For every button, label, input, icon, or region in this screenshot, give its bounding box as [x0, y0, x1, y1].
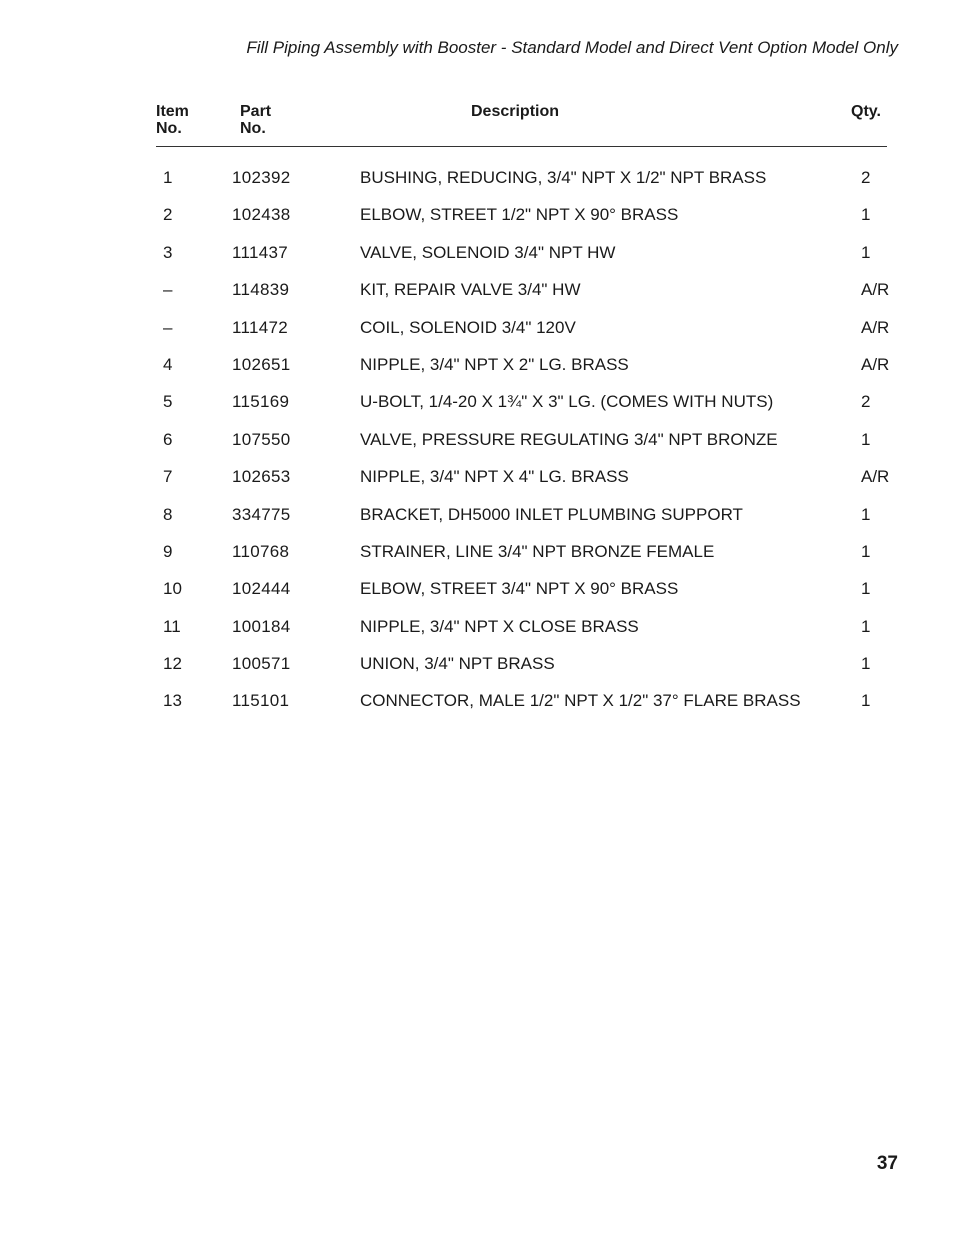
part-number-cell: 111437: [232, 242, 289, 262]
table-row: [0, 196, 954, 233]
quantity-cell: A/R: [861, 317, 890, 337]
item-number-cell: 13: [163, 691, 182, 711]
column-header-part-no: [240, 103, 271, 137]
description-cell: STRAINER, LINE 3/4" NPT BRONZE FEMALE: [360, 541, 715, 561]
quantity-cell: 1: [861, 242, 871, 262]
description-cell: ELBOW, STREET 1/2" NPT X 90° BRASS: [360, 205, 679, 225]
part-number-cell: 102438: [232, 205, 291, 225]
description-cell: BRACKET, DH5000 INLET PLUMBING SUPPORT: [360, 504, 743, 524]
quantity-cell: A/R: [861, 354, 890, 374]
item-number-cell: –: [163, 317, 173, 337]
table-row: [0, 682, 954, 719]
quantity-cell: 1: [861, 579, 871, 599]
part-number-cell: 100571: [232, 654, 291, 674]
table-row: [0, 309, 954, 346]
description-cell: NIPPLE, 3/4" NPT X CLOSE BRASS: [360, 616, 639, 636]
part-number-cell: 110768: [232, 541, 290, 561]
part-number-cell: 115101: [232, 691, 290, 711]
table-row: [0, 271, 954, 308]
table-row: [0, 234, 954, 271]
table-row: [0, 421, 954, 458]
description-cell: U-BOLT, 1/4-20 X 1¾" X 3" LG. (COMES WITH NUTS): [360, 392, 774, 412]
part-number-cell: 102653: [232, 467, 291, 487]
table-row: [0, 383, 954, 420]
quantity-cell: 2: [861, 168, 871, 187]
table-row: [0, 458, 954, 495]
quantity-cell: A/R: [861, 280, 890, 300]
quantity-cell: 1: [861, 541, 871, 561]
part-number-cell: 334775: [232, 504, 291, 524]
column-header-item-no: [156, 103, 189, 137]
item-number-cell: –: [163, 280, 173, 300]
quantity-cell: 1: [861, 429, 871, 449]
quantity-cell: 1: [861, 616, 871, 636]
description-cell: ELBOW, STREET 3/4" NPT X 90° BRASS: [360, 579, 679, 599]
description-cell: CONNECTOR, MALE 1/2" NPT X 1/2" 37° FLARE BRASS: [360, 691, 801, 711]
item-number-cell: 8: [163, 504, 173, 524]
table-row: [0, 159, 954, 196]
part-number-cell: 100184: [232, 616, 291, 636]
item-number-cell: 2: [163, 205, 173, 225]
table-row: [0, 608, 954, 645]
table-row: [0, 346, 954, 383]
description-cell: COIL, SOLENOID 3/4" 120V: [360, 317, 576, 337]
item-number-cell: 5: [163, 392, 173, 412]
quantity-cell: 1: [861, 205, 871, 225]
page-header-title: Fill Piping Assembly with Booster - Standard Model and Direct Vent Option Model Only: [246, 38, 898, 57]
column-header-item-line1: Item: [156, 103, 189, 120]
page-number: 37: [876, 1153, 898, 1174]
description-cell: VALVE, SOLENOID 3/4" NPT HW: [360, 242, 616, 262]
column-header-description: Description: [471, 103, 560, 120]
description-cell: NIPPLE, 3/4" NPT X 2" LG. BRASS: [360, 354, 629, 374]
column-header-part-line1: Part: [240, 103, 272, 120]
item-number-cell: 12: [163, 654, 182, 674]
item-number-cell: 6: [163, 429, 173, 449]
item-number-cell: 1: [163, 168, 173, 187]
item-number-cell: 7: [163, 467, 173, 487]
part-number-cell: 107550: [232, 429, 291, 449]
quantity-cell: 2: [861, 392, 871, 412]
table-row: [0, 570, 954, 607]
item-number-cell: 11: [163, 616, 181, 636]
part-number-cell: 102392: [232, 168, 291, 187]
table-row: [0, 533, 954, 570]
description-cell: NIPPLE, 3/4" NPT X 4" LG. BRASS: [360, 467, 629, 487]
part-number-cell: 114839: [232, 280, 290, 300]
header-divider: [156, 146, 887, 147]
item-number-cell: 10: [163, 579, 182, 599]
table-header: [0, 103, 954, 143]
column-header-part-line2: No.: [240, 120, 266, 137]
column-header-qty: Qty.: [851, 103, 881, 120]
item-number-cell: 3: [163, 242, 173, 262]
part-number-cell: 111472: [232, 317, 289, 337]
table-row: [0, 645, 954, 682]
quantity-cell: 1: [861, 691, 871, 711]
item-number-cell: 9: [163, 541, 173, 561]
item-number-cell: 4: [163, 354, 173, 374]
description-cell: BUSHING, REDUCING, 3/4" NPT X 1/2" NPT BRASS: [360, 168, 767, 187]
quantity-cell: 1: [861, 654, 871, 674]
part-number-cell: 102651: [232, 354, 291, 374]
description-cell: UNION, 3/4" NPT BRASS: [360, 654, 555, 674]
description-cell: VALVE, PRESSURE REGULATING 3/4" NPT BRONZE: [360, 429, 778, 449]
part-number-cell: 102444: [232, 579, 291, 599]
part-number-cell: 115169: [232, 392, 290, 412]
quantity-cell: 1: [861, 504, 871, 524]
description-cell: KIT, REPAIR VALVE 3/4" HW: [360, 280, 581, 300]
parts-table-body: [0, 159, 954, 720]
column-header-item-line2: No.: [156, 120, 182, 137]
quantity-cell: A/R: [861, 467, 890, 487]
table-row: [0, 496, 954, 533]
